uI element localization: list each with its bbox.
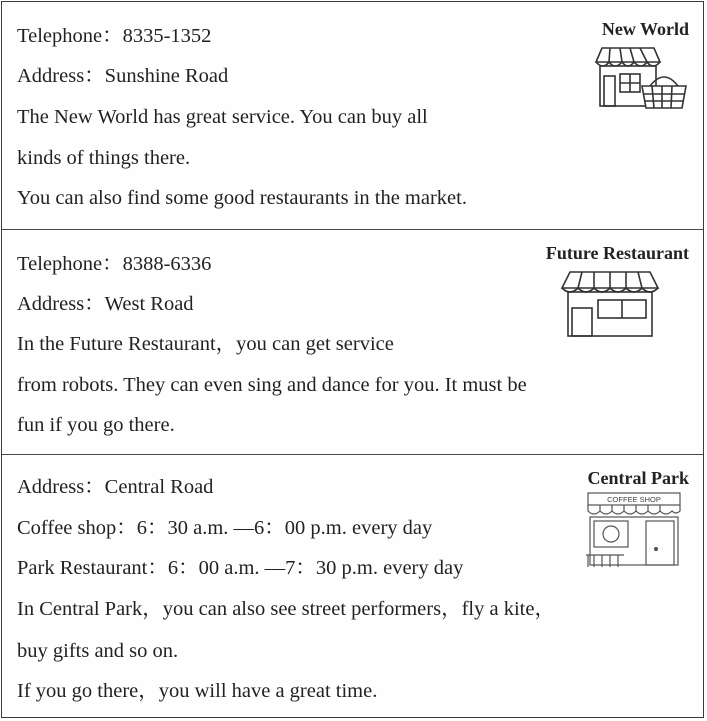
coffee-shop-sign: COFFEE SHOP	[607, 495, 661, 504]
text-line: buy gifts and so on.	[17, 640, 179, 662]
phone-line: Telephone：8388-6336	[17, 253, 212, 275]
text-line: If you go there，you will have a great time.	[17, 680, 378, 702]
hours-line: Coffee shop：6：30 a.m. —6：00 p.m. every day	[17, 517, 433, 539]
text-line: In Central Park，you can also see street performers，fly a kite，	[17, 598, 555, 620]
address-line: Address：West Road	[17, 293, 194, 315]
text-line: fun if you go there.	[17, 414, 175, 436]
section-title: Central Park	[587, 468, 689, 488]
address-line: Address：Central Road	[17, 476, 214, 498]
section-future-restaurant	[2, 230, 703, 455]
text-line: In the Future Restaurant，you can get service	[17, 333, 394, 355]
text-line: You can also find some good restaurants in the market.	[17, 187, 467, 209]
shop-with-basket-icon	[590, 44, 690, 112]
hours-line: Park Restaurant：6：00 a.m. —7：30 p.m. every day	[17, 557, 464, 579]
restaurant-storefront-icon	[560, 268, 660, 340]
text-line: from robots. They can even sing and dance for you. It must be	[17, 374, 527, 396]
notice-board	[1, 1, 704, 718]
text-line: kinds of things there.	[17, 147, 191, 169]
section-title: Future Restaurant	[545, 243, 689, 263]
section-central-park	[2, 455, 703, 719]
coffee-shop-storefront-icon	[584, 489, 684, 569]
phone-line: Telephone：8335-1352	[17, 25, 212, 47]
address-line: Address：Sunshine Road	[17, 65, 229, 87]
section-new-world	[2, 2, 703, 230]
text-line: The New World has great service. You can buy all	[17, 106, 428, 128]
section-title: New World	[601, 19, 689, 39]
